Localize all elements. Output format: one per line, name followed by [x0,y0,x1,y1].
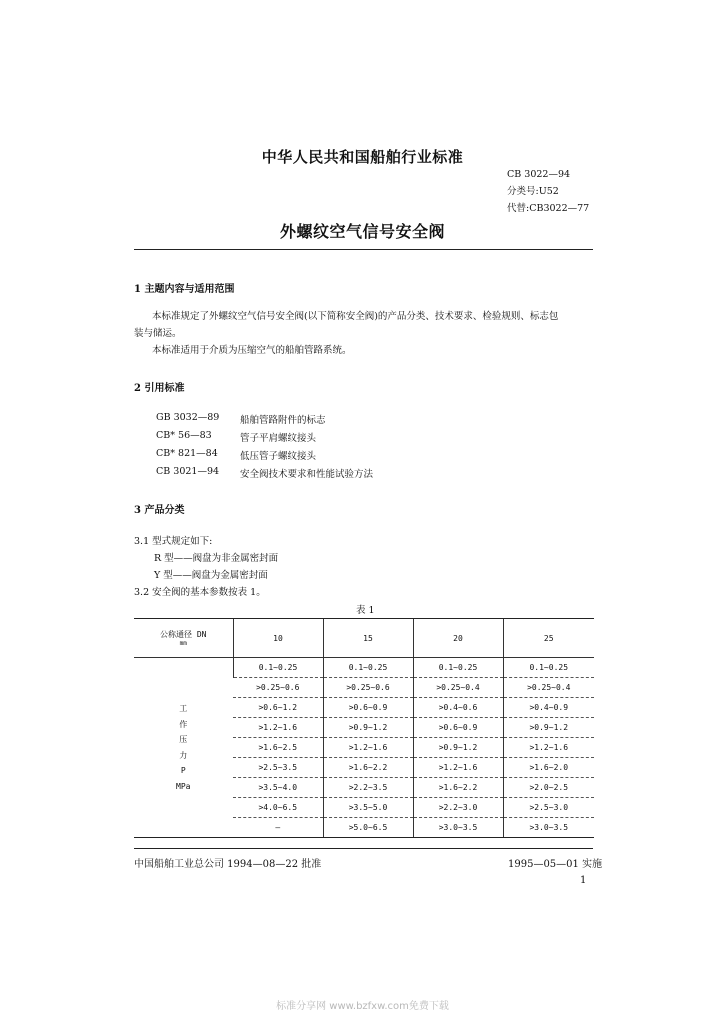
table-cell: >3.0~3.5 [413,818,503,838]
table-cell: >1.6~2.5 [233,738,323,758]
dn-value: 25 [503,619,594,658]
table-header-dn [134,619,233,658]
classification-number: 分类号:U52 [507,186,559,197]
ref-code: GB 3032—89 [156,412,220,423]
table-cell: >1.2~1.6 [413,758,503,778]
dn-value: 10 [233,619,323,658]
table-cell: >1.6~2.2 [323,758,413,778]
section-1-heading: 1 主题内容与适用范围 [134,284,235,295]
table-cell: >0.6~0.9 [413,718,503,738]
table-cell: >3.5~5.0 [323,798,413,818]
approval-line: 中国船舶工业总公司 1994—08—22 批准 [134,859,322,870]
table-cell: >0.25~0.4 [503,678,594,698]
parameter-table [134,618,594,838]
ref-title: 安全阀技术要求和性能试验方法 [240,469,374,480]
watermark: 标准分享网 www.bzfxw.com免费下载 [276,1001,449,1012]
dn-label: 公称通径 DN [160,630,207,639]
ref-code: CB* 56—83 [156,430,212,441]
table-cell: >0.9~1.2 [503,718,594,738]
clause-3-2: 3.2 安全阀的基本参数按表 1。 [134,587,266,598]
replaces-standard: 代替:CB3022—77 [507,203,590,214]
dn-unit: mm [179,640,187,647]
org-title: 中华人民共和国船舶行业标准 [261,148,464,166]
table-cell: >5.0~6.5 [323,818,413,838]
table-cell: >1.6~2.0 [503,758,594,778]
section-1-para1-line1: 本标准规定了外螺纹空气信号安全阀(以下简称安全阀)的产品分类、技术要求、检验规则、标志包 [152,311,559,322]
table-cell: >3.5~4.0 [233,778,323,798]
table-cell: 0.1~0.25 [233,658,323,678]
label-char: 工 [179,704,188,713]
table-caption: 表 1 [356,605,375,616]
table-cell: — [233,818,323,838]
table-cell: >1.2~1.6 [233,718,323,738]
table-cell: >1.2~1.6 [503,738,594,758]
table-cell: 0.1~0.25 [503,658,594,678]
label-char: 力 [179,750,188,760]
table-cell: >2.0~2.5 [503,778,594,798]
clause-3-1-type-y: Y 型——阀盘为金属密封面 [154,570,268,581]
table-cell: >2.5~3.0 [503,798,594,818]
section-3-heading: 3 产品分类 [134,505,185,516]
ref-title: 低压管子螺纹接头 [240,451,317,462]
table-cell: >0.25~0.6 [233,678,323,698]
table-cell: >2.2~3.0 [413,798,503,818]
table-cell: >0.25~0.6 [323,678,413,698]
table-cell: >0.4~0.6 [413,698,503,718]
label-char: P [180,766,186,775]
page-number: 1 [580,875,587,886]
effective-date: 1995—05—01 实施 [508,859,603,870]
dn-value: 20 [413,619,503,658]
table-cell: 0.1~0.25 [323,658,413,678]
table-cell: >3.0~3.5 [503,818,594,838]
table-cell: 0.1~0.25 [413,658,503,678]
table-cell: >1.2~1.6 [323,738,413,758]
table-cell: >0.25~0.4 [413,678,503,698]
section-1-para1-line2: 装与储运。 [134,328,182,339]
table-cell: >4.0~6.5 [233,798,323,818]
table-cell: >0.9~1.2 [323,718,413,738]
table-cell: >0.9~1.2 [413,738,503,758]
label-char: 压 [179,735,188,744]
dn-value: 15 [323,619,413,658]
table-cell: >0.6~0.9 [323,698,413,718]
table-cell: >0.4~0.9 [503,698,594,718]
document-title: 外螺纹空气信号安全阀 [279,222,445,241]
section-2-heading: 2 引用标准 [134,383,185,394]
label-char: 作 [179,719,188,729]
table-cell: >1.6~2.2 [413,778,503,798]
table-cell: >2.5~3.5 [233,758,323,778]
clause-3-1: 3.1 型式规定如下: [134,536,213,547]
working-pressure-label [134,658,233,838]
clause-3-1-type-r: R 型——阀盘为非金属密封面 [154,553,279,564]
title-rule [134,249,593,250]
label-char: MPa [176,781,191,791]
ref-code: CB* 821—84 [156,448,218,459]
table-cell: >2.2~3.5 [323,778,413,798]
standard-number: CB 3022—94 [507,169,571,180]
section-1-para2: 本标准适用于介质为压缩空气的船舶管路系统。 [152,345,352,356]
footer-rule [134,848,593,849]
table-cell: >0.6~1.2 [233,698,323,718]
ref-code: CB 3021—94 [156,466,220,477]
ref-title: 船舶管路附件的标志 [240,415,326,426]
ref-title: 管子平肩螺纹接头 [240,433,317,444]
